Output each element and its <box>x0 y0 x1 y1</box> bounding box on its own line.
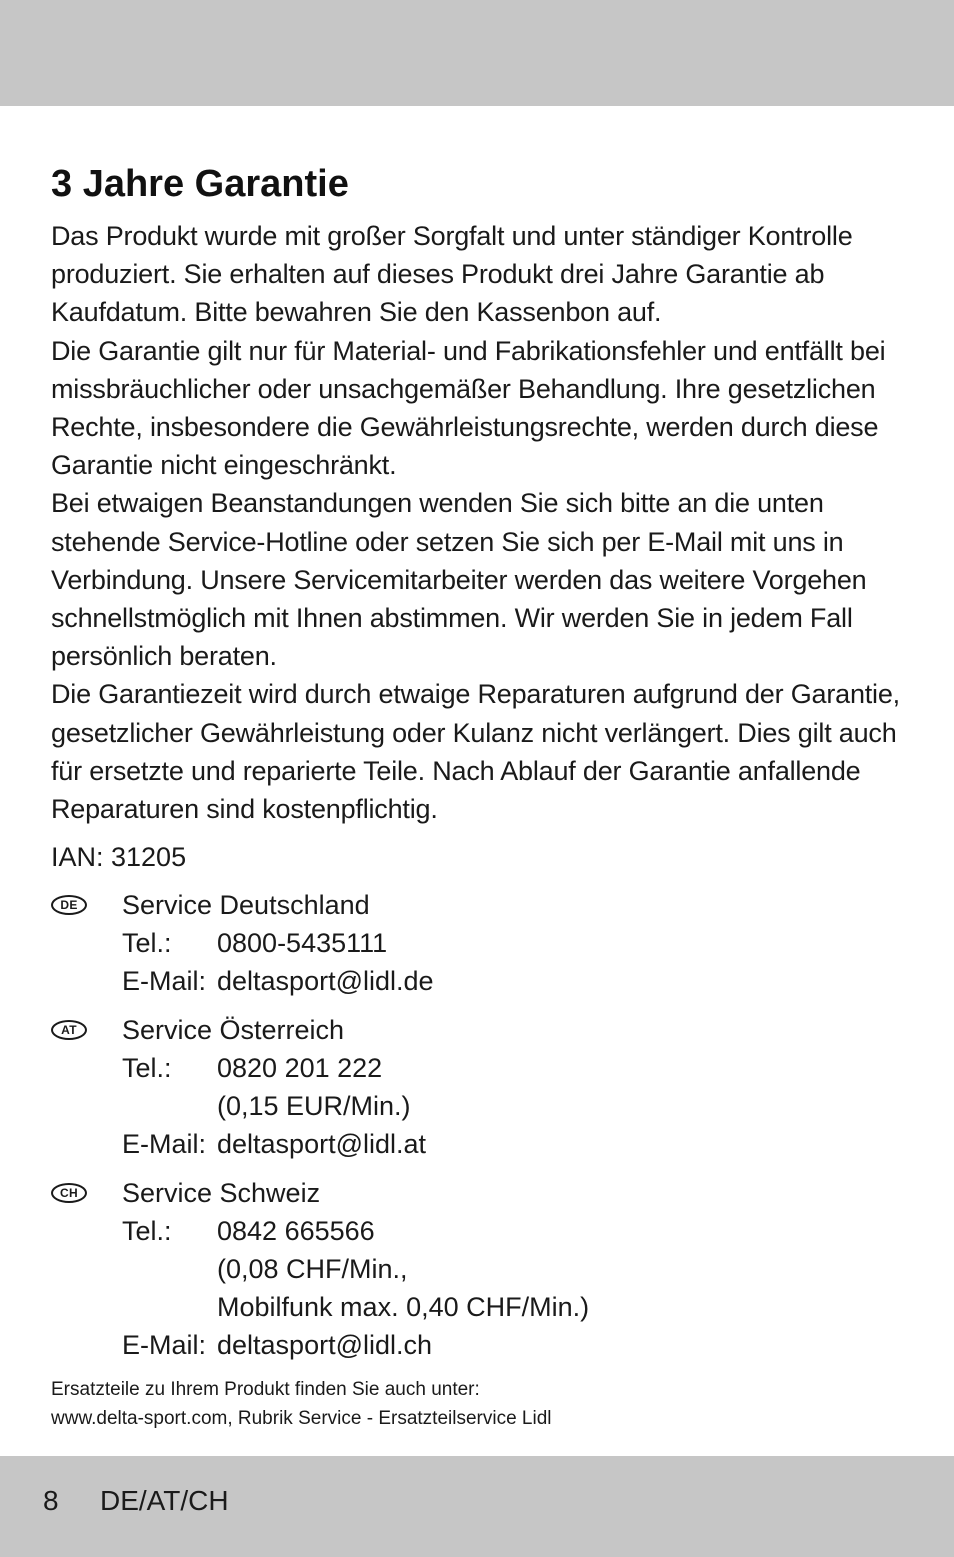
tel-label: Tel.: <box>122 1053 172 1083</box>
service-name: Service Österreich <box>122 1015 345 1045</box>
email-link[interactable]: deltasport@lidl.de <box>217 966 434 996</box>
tel-number: 0820 201 222 <box>217 1053 383 1083</box>
header-band <box>0 0 954 106</box>
email-link[interactable]: deltasport@lidl.ch <box>217 1330 433 1360</box>
page-title: 3 Jahre Garantie <box>51 163 349 205</box>
tel-mobile-note: Mobilfunk max. 0,40 CHF/Min.) <box>217 1292 590 1322</box>
service-de <box>51 886 911 1002</box>
page-number: 8 <box>43 1485 59 1516</box>
service-ch <box>51 1174 911 1366</box>
region-label: DE/AT/CH <box>100 1485 229 1516</box>
tel-number: 0800-5435111 <box>217 928 388 958</box>
warranty-text <box>51 217 921 828</box>
service-name: Service Deutschland <box>122 890 370 920</box>
tel-rate-note: (0,15 EUR/Min.) <box>217 1091 411 1121</box>
paragraph-intro: Das Produkt wurde mit großer Sorgfalt und unter ständiger Kontrolle produziert. Sie erhalten auf dieses Produkt drei Jahre Garantie ab Kaufdatum. Bitte bewahren Sie den Kassenbon auf. <box>51 221 853 328</box>
spare-parts-note <box>51 1375 552 1433</box>
paragraph-repairs: Die Garantiezeit wird durch etwaige Reparaturen aufgrund der Garantie, gesetzlicher Gewährleistung oder Kulanz nicht verlängert. Dies gilt auch für ersetzte und reparierte Teile. Nach Ablauf der Garantie anfallende Reparaturen sind kostenpflichtig. <box>51 679 900 825</box>
email-label: E-Mail: <box>122 1330 207 1360</box>
paragraph-complaints: Bei etwaigen Beanstandungen wenden Sie sich bitte an die unten stehende Service-Hotline oder setzen Sie sich per E-Mail mit uns in Verbindung. Unsere Servicemitarbeiter werden das weitere Vorgehen schnellstmöglich mit Ihnen abstimmen. Wir werden Sie in jedem Fall persönlich beraten. <box>51 488 867 672</box>
tel-number: 0842 665566 <box>217 1216 375 1246</box>
service-at <box>51 1011 911 1165</box>
de-country-badge-icon: DE <box>51 895 87 915</box>
email-label: E-Mail: <box>122 1129 207 1159</box>
ian-number: IAN: 31205 <box>51 842 187 872</box>
paragraph-scope: Die Garantie gilt nur für Material- und Fabrikationsfehler und entfällt bei missbräuchlicher oder unsachgemäßer Behandlung. Ihre gesetzlichen Rechte, insbesondere die Gewährleistungsrechte, werden durch diese Garantie nicht eingeschränkt. <box>51 335 886 481</box>
email-label: E-Mail: <box>122 966 207 996</box>
spare-parts-url[interactable]: www.delta-sport.com, Rubrik Service - Ersatzteilservice Lidl <box>51 1408 552 1429</box>
tel-label: Tel.: <box>122 928 172 958</box>
tel-label: Tel.: <box>122 1216 172 1246</box>
spare-parts-line: Ersatzteile zu Ihrem Produkt finden Sie auch unter: <box>51 1379 480 1400</box>
service-name: Service Schweiz <box>122 1178 321 1208</box>
email-link[interactable]: deltasport@lidl.at <box>217 1129 427 1159</box>
at-country-badge-icon: AT <box>51 1020 87 1040</box>
tel-rate-note: (0,08 CHF/Min., <box>217 1254 408 1284</box>
ch-country-badge-icon: CH <box>51 1183 87 1203</box>
